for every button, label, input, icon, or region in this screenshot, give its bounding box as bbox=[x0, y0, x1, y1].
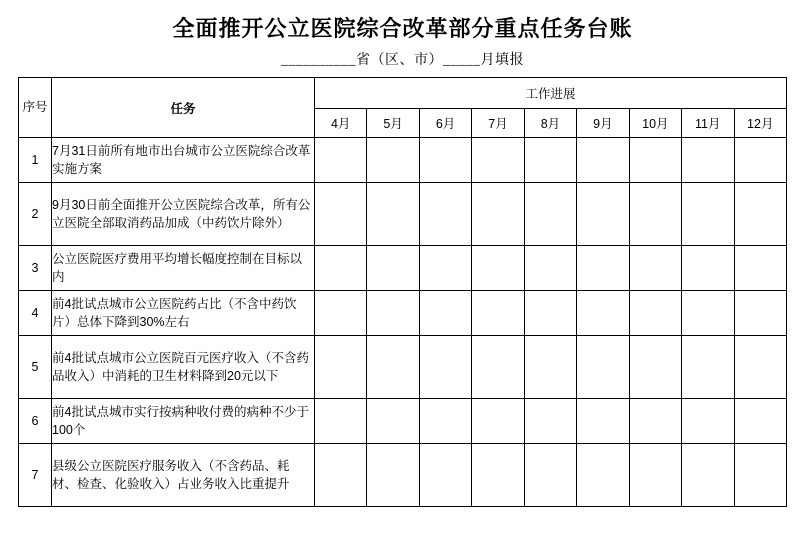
cell-month-11[interactable] bbox=[682, 183, 734, 246]
column-header-month-12: 12月 bbox=[734, 109, 787, 138]
row-task: 前4批试点城市公立医院百元医疗收入（不含药品收入）中消耗的卫生材料降到20元以下 bbox=[52, 336, 315, 399]
report-subtitle: __________省（区、市）_____月填报 bbox=[281, 53, 524, 68]
cell-month-10[interactable] bbox=[629, 336, 681, 399]
cell-month-8[interactable] bbox=[524, 399, 576, 444]
row-seq: 2 bbox=[19, 183, 52, 246]
row-task: 前4批试点城市实行按病种收付费的病种不少于100个 bbox=[52, 399, 315, 444]
cell-month-12[interactable] bbox=[734, 183, 787, 246]
cell-month-9[interactable] bbox=[577, 444, 629, 507]
table-row bbox=[19, 246, 787, 291]
row-task: 9月30日前全面推开公立医院综合改革，所有公立医院全部取消药品加成（中药饮片除外） bbox=[52, 183, 315, 246]
cell-month-11[interactable] bbox=[682, 138, 734, 183]
cell-month-6[interactable] bbox=[419, 291, 471, 336]
cell-month-4[interactable] bbox=[315, 444, 367, 507]
cell-month-6[interactable] bbox=[419, 246, 471, 291]
cell-month-7[interactable] bbox=[472, 444, 524, 507]
cell-month-10[interactable] bbox=[629, 444, 681, 507]
cell-month-10[interactable] bbox=[629, 291, 681, 336]
cell-month-5[interactable] bbox=[367, 336, 419, 399]
cell-month-8[interactable] bbox=[524, 138, 576, 183]
cell-month-9[interactable] bbox=[577, 399, 629, 444]
row-seq: 7 bbox=[19, 444, 52, 507]
cell-month-5[interactable] bbox=[367, 444, 419, 507]
table-head bbox=[19, 78, 787, 138]
cell-month-10[interactable] bbox=[629, 246, 681, 291]
cell-month-8[interactable] bbox=[524, 246, 576, 291]
cell-month-6[interactable] bbox=[419, 138, 471, 183]
row-seq: 3 bbox=[19, 246, 52, 291]
cell-month-5[interactable] bbox=[367, 183, 419, 246]
cell-month-9[interactable] bbox=[577, 246, 629, 291]
cell-month-5[interactable] bbox=[367, 291, 419, 336]
row-seq: 4 bbox=[19, 291, 52, 336]
column-header-month-5: 5月 bbox=[367, 109, 419, 138]
cell-month-12[interactable] bbox=[734, 444, 787, 507]
cell-month-4[interactable] bbox=[315, 138, 367, 183]
column-header-month-6: 6月 bbox=[419, 109, 471, 138]
cell-month-6[interactable] bbox=[419, 336, 471, 399]
column-header-month-7: 7月 bbox=[472, 109, 524, 138]
table-row bbox=[19, 291, 787, 336]
cell-month-9[interactable] bbox=[577, 138, 629, 183]
cell-month-5[interactable] bbox=[367, 138, 419, 183]
row-task: 公立医院医疗费用平均增长幅度控制在目标以内 bbox=[52, 246, 315, 291]
table-body bbox=[19, 138, 787, 507]
cell-month-4[interactable] bbox=[315, 183, 367, 246]
cell-month-7[interactable] bbox=[472, 336, 524, 399]
cell-month-5[interactable] bbox=[367, 246, 419, 291]
cell-month-6[interactable] bbox=[419, 399, 471, 444]
cell-month-8[interactable] bbox=[524, 291, 576, 336]
header-row-top bbox=[19, 78, 787, 109]
cell-month-9[interactable] bbox=[577, 183, 629, 246]
cell-month-11[interactable] bbox=[682, 246, 734, 291]
cell-month-7[interactable] bbox=[472, 399, 524, 444]
cell-month-7[interactable] bbox=[472, 291, 524, 336]
row-task: 7月31日前所有地市出台城市公立医院综合改革实施方案 bbox=[52, 138, 315, 183]
cell-month-11[interactable] bbox=[682, 399, 734, 444]
cell-month-9[interactable] bbox=[577, 291, 629, 336]
cell-month-12[interactable] bbox=[734, 399, 787, 444]
cell-month-12[interactable] bbox=[734, 246, 787, 291]
cell-month-10[interactable] bbox=[629, 138, 681, 183]
cell-month-8[interactable] bbox=[524, 183, 576, 246]
task-ledger-table bbox=[18, 77, 787, 507]
row-seq: 6 bbox=[19, 399, 52, 444]
column-header-progress: 工作进展 bbox=[315, 78, 787, 109]
cell-month-8[interactable] bbox=[524, 444, 576, 507]
row-task: 前4批试点城市公立医院药占比（不含中药饮片）总体下降到30%左右 bbox=[52, 291, 315, 336]
cell-month-11[interactable] bbox=[682, 336, 734, 399]
cell-month-9[interactable] bbox=[577, 336, 629, 399]
cell-month-12[interactable] bbox=[734, 138, 787, 183]
cell-month-7[interactable] bbox=[472, 246, 524, 291]
cell-month-5[interactable] bbox=[367, 399, 419, 444]
cell-month-4[interactable] bbox=[315, 291, 367, 336]
page-title: 全面推开公立医院综合改革部分重点任务台账 bbox=[172, 16, 633, 41]
row-task: 县级公立医院医疗服务收入（不含药品、耗材、检查、化验收入）占业务收入比重提升 bbox=[52, 444, 315, 507]
cell-month-11[interactable] bbox=[682, 444, 734, 507]
cell-month-4[interactable] bbox=[315, 246, 367, 291]
cell-month-4[interactable] bbox=[315, 399, 367, 444]
cell-month-4[interactable] bbox=[315, 336, 367, 399]
cell-month-7[interactable] bbox=[472, 183, 524, 246]
cell-month-10[interactable] bbox=[629, 399, 681, 444]
column-header-month-11: 11月 bbox=[682, 109, 734, 138]
column-header-month-9: 9月 bbox=[577, 109, 629, 138]
column-header-month-4: 4月 bbox=[315, 109, 367, 138]
table-row bbox=[19, 444, 787, 507]
column-header-month-8: 8月 bbox=[524, 109, 576, 138]
column-header-seq: 序号 bbox=[19, 78, 52, 138]
table-row bbox=[19, 183, 787, 246]
cell-month-12[interactable] bbox=[734, 336, 787, 399]
row-seq: 5 bbox=[19, 336, 52, 399]
table-row bbox=[19, 138, 787, 183]
cell-month-6[interactable] bbox=[419, 183, 471, 246]
table-row bbox=[19, 399, 787, 444]
column-header-month-10: 10月 bbox=[629, 109, 681, 138]
cell-month-10[interactable] bbox=[629, 183, 681, 246]
table-row bbox=[19, 336, 787, 399]
cell-month-11[interactable] bbox=[682, 291, 734, 336]
cell-month-8[interactable] bbox=[524, 336, 576, 399]
document-page bbox=[0, 12, 805, 540]
column-header-task: 任务 bbox=[52, 78, 315, 138]
cell-month-7[interactable] bbox=[472, 138, 524, 183]
cell-month-6[interactable] bbox=[419, 444, 471, 507]
cell-month-12[interactable] bbox=[734, 291, 787, 336]
row-seq: 1 bbox=[19, 138, 52, 183]
